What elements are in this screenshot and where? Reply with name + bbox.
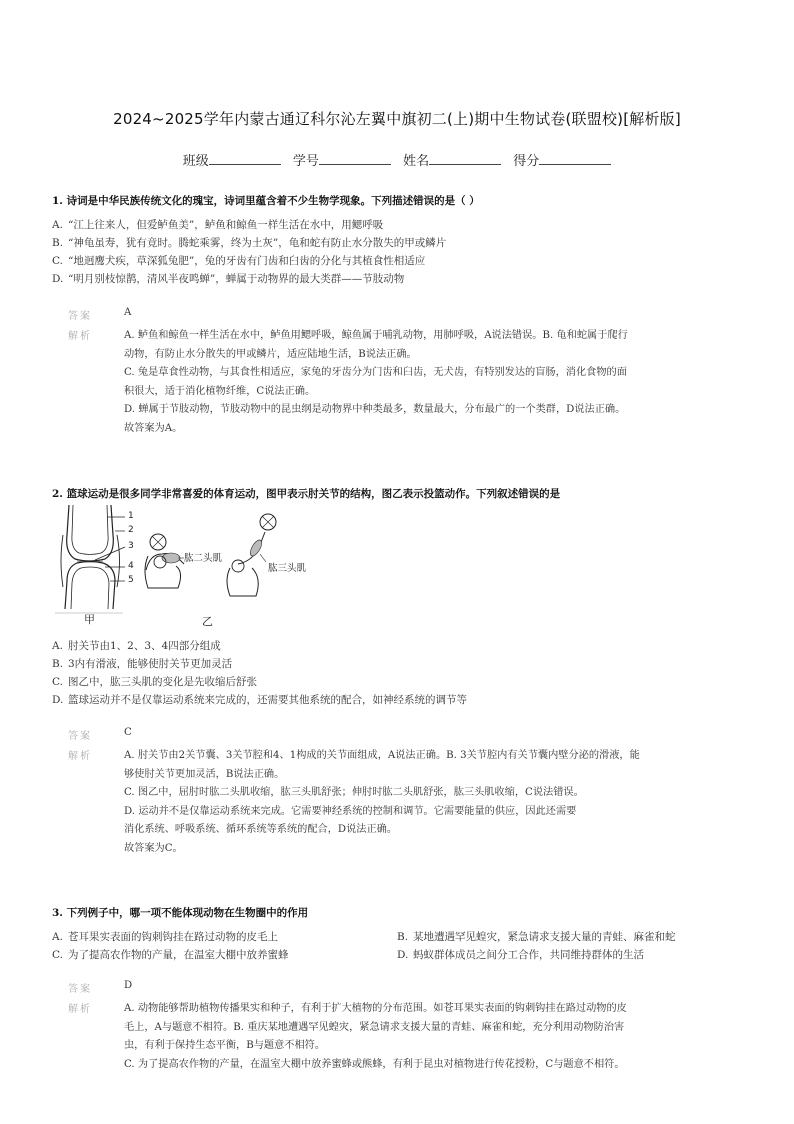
class-label: 班级: [182, 154, 209, 169]
analysis-row: [68, 747, 728, 858]
question-3-options-row-2: [52, 946, 752, 964]
option-text: 图乙中，肱三头肌的变化是先收缩后舒张: [68, 676, 257, 688]
class-field: [183, 150, 281, 169]
score-field: [513, 150, 611, 169]
option-label: D.: [397, 949, 409, 961]
score-label: 得分: [513, 154, 540, 169]
student-info-row: [0, 150, 794, 169]
analysis-line: 积很大，适于消化植物纤维，C说法正确。: [124, 385, 316, 397]
option-text: 肘关节由1、2、3、4四部分组成: [68, 640, 221, 652]
answer-tag: 答案: [68, 731, 92, 742]
analysis-line: 故答案为A。: [124, 422, 183, 434]
answer-tag: 答案: [68, 984, 92, 995]
option-label: C.: [52, 255, 63, 267]
question-1-solution: [68, 307, 728, 438]
analysis-row: [68, 1000, 728, 1074]
answer-row: [68, 727, 728, 742]
name-field: [403, 150, 501, 169]
option-label: A.: [52, 219, 63, 231]
question-2-option-d: [52, 691, 752, 709]
label-number-2: 2: [128, 525, 134, 535]
figure-jia-label: 甲: [84, 613, 95, 626]
student-id-field: [293, 150, 391, 169]
option-label: B.: [52, 658, 64, 670]
option-text: 篮球运动并不是仅靠运动系统来完成的，还需要其他系统的配合，如神经系统的调节等: [68, 694, 467, 706]
option-text: 为了提高农作物的产量，在温室大棚中放养蜜蜂: [68, 949, 289, 961]
class-blank[interactable]: [209, 153, 281, 165]
question-2: [52, 486, 752, 501]
question-1-stem: 1. 诗词是中华民族传统文化的瑰宝，诗词里蕴含着不少生物学现象。下列描述错误的是（ ）: [52, 195, 480, 207]
figure-yi-shooting: [138, 510, 308, 600]
question-1-option-c: [52, 252, 752, 270]
question-2-solution: [68, 727, 728, 858]
option-label: C.: [52, 949, 63, 961]
analysis-line: 够使肘关节更加灵活，B说法正确。: [124, 768, 285, 780]
question-2-options: [52, 637, 752, 709]
biceps-label: 肱二头肌: [184, 553, 223, 564]
analysis-line: 虫，有利于保持生态平衡，B与题意不相符。: [124, 1040, 326, 1051]
analysis-row: [68, 327, 728, 438]
option-text: 3内有滑液，能够使肘关节更加灵活: [68, 658, 233, 670]
analysis-line: 动物，有防止水分散失的甲或鳞片，适应陆地生活，B说法正确。: [124, 348, 417, 360]
analysis-tag: 解析: [68, 331, 92, 342]
question-3-solution: [68, 980, 728, 1074]
analysis-tag: 解析: [68, 1004, 92, 1015]
label-number-5: 5: [128, 575, 134, 585]
question-2-option-b: [52, 655, 752, 673]
shooting-action-diagram: [138, 510, 308, 600]
option-label: A.: [52, 931, 63, 943]
analysis-line: 消化系统、呼吸系统、循环系统等系统的配合，D说法正确。: [124, 824, 398, 835]
option-label: C.: [52, 676, 63, 688]
analysis-line: 故答案为C。: [124, 842, 183, 854]
analysis-line: D. 运动并不是仅靠运动系统来完成。它需要神经系统的控制和调节。它需要能量的供应，因此还需要: [124, 805, 577, 817]
student-id-label: 学号: [292, 154, 319, 169]
score-blank[interactable]: [539, 153, 611, 165]
analysis-line: A. 肘关节由2关节囊、3关节腔和4、1构成的关节面组成，A说法正确。B. 3关节腔内有关节囊内壁分泌的滑液，能: [124, 750, 640, 761]
question-3-option-d: [397, 946, 742, 964]
answer-value: D: [124, 980, 133, 991]
question-3-option-c: [52, 946, 397, 964]
option-label: B.: [52, 237, 64, 249]
question-2-option-a: [52, 637, 752, 655]
analysis-line: C. 图乙中，屈肘时肱二头肌收缩，肱三头肌舒张；伸肘时肱二头肌舒张，肱三头肌收缩，C说法错误。: [124, 787, 584, 798]
analysis-line: 毛上，A与题意不相符。B. 重庆某地遭遇罕见蝗灾，紧急请求支援大量的青蛙、麻雀和蛇，充分利用动物防治害: [124, 1021, 625, 1033]
option-label: A.: [52, 640, 63, 652]
option-label: D.: [52, 694, 64, 706]
question-1: [52, 193, 752, 288]
question-2-option-c: [52, 673, 752, 691]
answer-value: C: [124, 727, 132, 738]
option-text: 蚂蚁群体成员之间分工合作，共同维持群体的生活: [413, 949, 644, 961]
analysis-line: A. 动物能够帮助植物传播果实和种子，有利于扩大植物的分布范围。如苍耳果实表面的钩刺钩挂在路过动物的皮: [124, 1003, 627, 1014]
question-3: [52, 905, 752, 964]
option-label: D.: [52, 273, 64, 285]
answer-row: [68, 980, 728, 995]
analysis-line: D. 蝉属于节肢动物，节肢动物中的昆虫纲是动物界中种类最多，数量最大，分布最广的一个类群，D说法正确。: [124, 404, 626, 415]
option-text: “明月别枝惊鹊，清风半夜鸣蝉”，蝉属于动物界的最大类群——节肢动物: [68, 273, 405, 285]
answer-tag: 答案: [68, 311, 92, 322]
page-title: 2024~2025学年内蒙古通辽科尔沁左翼中旗初二(上)期中生物试卷(联盟校)[解析版]: [113, 110, 681, 128]
analysis-line: A. 鲈鱼和鲸鱼一样生活在水中，鲈鱼用鳃呼吸，鲸鱼属于哺乳动物，用肺呼吸，A说法错误。B. 龟和蛇属于爬行: [124, 330, 628, 341]
name-blank[interactable]: [429, 153, 501, 165]
question-1-option-a: [52, 216, 752, 234]
label-number-4: 4: [128, 561, 134, 571]
question-1-option-b: [52, 234, 752, 252]
name-label: 姓名: [403, 154, 430, 169]
label-number-1: 1: [128, 511, 134, 521]
triceps-label: 肱三头肌: [268, 563, 307, 574]
option-text: “地迥鹰犬疾，草深狐兔肥”，兔的牙齿有门齿和臼齿的分化与其植食性相适应: [68, 255, 426, 267]
figure-yi-label: 乙: [202, 615, 213, 628]
answer-value: A: [124, 307, 132, 318]
analysis-tag: 解析: [68, 751, 92, 762]
question-2-stem: 2. 篮球运动是很多同学非常喜爱的体育运动，图甲表示肘关节的结构，图乙表示投篮动作。下列叙述错误的是: [52, 488, 561, 500]
analysis-line: C. 为了提高农作物的产量，在温室大棚中放养蜜蜂或熊蜂，有利于昆虫对植物进行传花授粉，C与题意不相符。: [124, 1058, 625, 1070]
label-number-3: 3: [128, 541, 134, 551]
analysis-line: C. 兔是草食性动物，与其食性相适应，家兔的牙齿分为门齿和臼齿，无犬齿，有特别发达的盲肠，消化食物的面: [124, 367, 627, 378]
question-3-option-a: [52, 928, 397, 946]
student-id-blank[interactable]: [319, 153, 391, 165]
option-text: 苍耳果实表面的钩刺钩挂在路过动物的皮毛上: [68, 931, 278, 943]
answer-row: [68, 307, 728, 322]
option-text: “江上往来人，但爱鲈鱼美”，鲈鱼和鲸鱼一样生活在水中，用鳃呼吸: [68, 219, 384, 231]
question-3-option-b: [397, 928, 742, 946]
option-text: 某地遭遇罕见蝗灾，紧急请求支援大量的青蛙、麻雀和蛇: [413, 931, 676, 943]
option-label: B.: [397, 931, 409, 943]
question-3-stem: 3. 下列例子中，哪一项不能体现动物在生物圈中的作用: [52, 907, 309, 919]
question-1-option-d: [52, 270, 752, 288]
option-text: “神龟虽寿，犹有竟时。腾蛇乘雾，终为土灰”，龟和蛇有防止水分散失的甲或鳞片: [68, 237, 447, 249]
question-3-options-row-1: [52, 928, 752, 946]
